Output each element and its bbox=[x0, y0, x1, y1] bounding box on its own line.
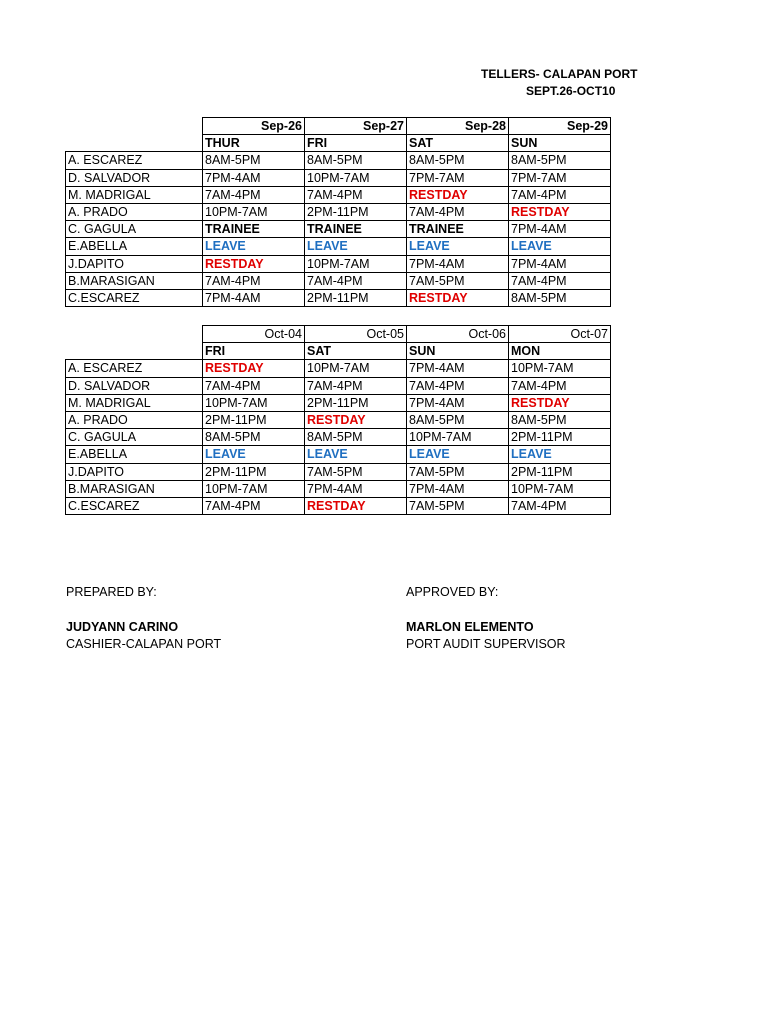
table-row bbox=[66, 463, 611, 480]
prepared-by-title: CASHIER-CALAPAN PORT bbox=[66, 637, 222, 651]
shift-cell: 7AM-5PM bbox=[407, 497, 509, 514]
table-row bbox=[66, 203, 611, 220]
shift-cell: 10PM-7AM bbox=[305, 255, 407, 272]
schedule-table-week2 bbox=[65, 325, 611, 515]
shift-cell: 7AM-4PM bbox=[203, 272, 305, 289]
employee-name: E.ABELLA bbox=[66, 238, 203, 255]
shift-cell: 7AM-4PM bbox=[509, 497, 611, 514]
date-header: Sep-26 bbox=[203, 118, 305, 135]
table-row bbox=[66, 360, 611, 377]
report-title: TELLERS- CALAPAN PORT bbox=[481, 67, 638, 81]
date-header: Sep-27 bbox=[305, 118, 407, 135]
date-header: Sep-29 bbox=[509, 118, 611, 135]
shift-cell: 10PM-7AM bbox=[203, 203, 305, 220]
shift-cell: 7AM-4PM bbox=[509, 377, 611, 394]
shift-cell: 8AM-5PM bbox=[407, 152, 509, 169]
shift-cell: 2PM-11PM bbox=[509, 463, 611, 480]
employee-name: C.ESCAREZ bbox=[66, 289, 203, 306]
shift-cell: 7AM-4PM bbox=[407, 377, 509, 394]
shift-cell: 7PM-4AM bbox=[305, 480, 407, 497]
table-row bbox=[66, 411, 611, 428]
shift-cell: 7AM-4PM bbox=[305, 272, 407, 289]
shift-cell: LEAVE bbox=[305, 238, 407, 255]
shift-cell: LEAVE bbox=[509, 238, 611, 255]
shift-cell: 7AM-4PM bbox=[407, 203, 509, 220]
shift-cell: LEAVE bbox=[407, 446, 509, 463]
date-header: Sep-28 bbox=[407, 118, 509, 135]
employee-name: A. PRADO bbox=[66, 411, 203, 428]
shift-cell: 7PM-4AM bbox=[203, 169, 305, 186]
shift-cell: RESTDAY bbox=[203, 255, 305, 272]
shift-cell: 7PM-4AM bbox=[407, 360, 509, 377]
shift-cell: RESTDAY bbox=[407, 186, 509, 203]
shift-cell: 7AM-4PM bbox=[203, 497, 305, 514]
shift-cell: LEAVE bbox=[305, 446, 407, 463]
shift-cell: 7AM-4PM bbox=[203, 186, 305, 203]
shift-cell: 10PM-7AM bbox=[305, 360, 407, 377]
employee-name: B.MARASIGAN bbox=[66, 272, 203, 289]
shift-cell: RESTDAY bbox=[509, 203, 611, 220]
employee-name: B.MARASIGAN bbox=[66, 480, 203, 497]
prepared-by-name: JUDYANN CARINO bbox=[66, 620, 179, 634]
day-header: FRI bbox=[203, 343, 305, 360]
approved-by-name: MARLON ELEMENTO bbox=[406, 620, 534, 634]
table-row bbox=[66, 272, 611, 289]
shift-cell: 7AM-4PM bbox=[305, 186, 407, 203]
shift-cell: 7PM-4AM bbox=[509, 221, 611, 238]
employee-name: A. ESCAREZ bbox=[66, 360, 203, 377]
day-header: FRI bbox=[305, 135, 407, 152]
shift-cell: 10PM-7AM bbox=[203, 394, 305, 411]
day-header: THUR bbox=[203, 135, 305, 152]
shift-cell: 7PM-4AM bbox=[509, 255, 611, 272]
shift-cell: 7PM-7AM bbox=[509, 169, 611, 186]
shift-cell: 7AM-5PM bbox=[305, 463, 407, 480]
employee-name: C.ESCAREZ bbox=[66, 497, 203, 514]
shift-cell: 7AM-4PM bbox=[509, 186, 611, 203]
date-header: Oct-05 bbox=[305, 326, 407, 343]
shift-cell: 7AM-4PM bbox=[305, 377, 407, 394]
shift-cell: 8AM-5PM bbox=[509, 411, 611, 428]
shift-cell: 7PM-4AM bbox=[407, 394, 509, 411]
employee-name: A. PRADO bbox=[66, 203, 203, 220]
shift-cell: 7PM-4AM bbox=[203, 289, 305, 306]
day-header-row bbox=[66, 343, 611, 360]
employee-name: J.DAPITO bbox=[66, 255, 203, 272]
table-row bbox=[66, 186, 611, 203]
day-header: SAT bbox=[407, 135, 509, 152]
table-row bbox=[66, 255, 611, 272]
report-date-range: SEPT.26-OCT10 bbox=[526, 84, 616, 98]
shift-cell: LEAVE bbox=[203, 446, 305, 463]
approved-by-label: APPROVED BY: bbox=[406, 585, 499, 599]
shift-cell: 2PM-11PM bbox=[203, 463, 305, 480]
shift-cell: 10PM-7AM bbox=[509, 360, 611, 377]
shift-cell: RESTDAY bbox=[509, 394, 611, 411]
employee-name: D. SALVADOR bbox=[66, 377, 203, 394]
table-row bbox=[66, 480, 611, 497]
shift-cell: 8AM-5PM bbox=[305, 152, 407, 169]
shift-cell: 8AM-5PM bbox=[509, 289, 611, 306]
shift-cell: RESTDAY bbox=[305, 497, 407, 514]
shift-cell: 7PM-4AM bbox=[407, 255, 509, 272]
shift-cell: 8AM-5PM bbox=[305, 429, 407, 446]
shift-cell: 10PM-7AM bbox=[203, 480, 305, 497]
table-row bbox=[66, 221, 611, 238]
employee-name: C. GAGULA bbox=[66, 221, 203, 238]
shift-cell: RESTDAY bbox=[203, 360, 305, 377]
table-row bbox=[66, 394, 611, 411]
shift-cell: LEAVE bbox=[203, 238, 305, 255]
shift-cell: 10PM-7AM bbox=[407, 429, 509, 446]
empty-corner-cell bbox=[66, 326, 203, 343]
table-row bbox=[66, 289, 611, 306]
shift-cell: 2PM-11PM bbox=[203, 411, 305, 428]
day-header: SUN bbox=[509, 135, 611, 152]
shift-cell: 8AM-5PM bbox=[509, 152, 611, 169]
employee-name: M. MADRIGAL bbox=[66, 186, 203, 203]
day-header: SAT bbox=[305, 343, 407, 360]
shift-cell: 7AM-4PM bbox=[509, 272, 611, 289]
date-header: Oct-07 bbox=[509, 326, 611, 343]
table-row bbox=[66, 429, 611, 446]
shift-cell: 2PM-11PM bbox=[305, 289, 407, 306]
shift-cell: 10PM-7AM bbox=[509, 480, 611, 497]
table-row bbox=[66, 377, 611, 394]
shift-cell: 8AM-5PM bbox=[203, 152, 305, 169]
shift-cell: 7AM-4PM bbox=[203, 377, 305, 394]
date-header-row bbox=[66, 326, 611, 343]
shift-cell: 2PM-11PM bbox=[305, 203, 407, 220]
date-header: Oct-04 bbox=[203, 326, 305, 343]
shift-cell: TRAINEE bbox=[203, 221, 305, 238]
shift-cell: 7PM-4AM bbox=[407, 480, 509, 497]
table-row bbox=[66, 497, 611, 514]
shift-cell: 7AM-5PM bbox=[407, 272, 509, 289]
employee-name: J.DAPITO bbox=[66, 463, 203, 480]
shift-cell: RESTDAY bbox=[407, 289, 509, 306]
day-header-row bbox=[66, 135, 611, 152]
table-row bbox=[66, 446, 611, 463]
employee-name: E.ABELLA bbox=[66, 446, 203, 463]
date-header-row bbox=[66, 118, 611, 135]
shift-cell: 2PM-11PM bbox=[305, 394, 407, 411]
approved-by-title: PORT AUDIT SUPERVISOR bbox=[406, 637, 566, 651]
shift-cell: LEAVE bbox=[407, 238, 509, 255]
shift-cell: 2PM-11PM bbox=[509, 429, 611, 446]
shift-cell: 7PM-7AM bbox=[407, 169, 509, 186]
table-row bbox=[66, 238, 611, 255]
schedule-table-week1 bbox=[65, 117, 611, 307]
shift-cell: 7AM-5PM bbox=[407, 463, 509, 480]
empty-corner-cell bbox=[66, 343, 203, 360]
shift-cell: 8AM-5PM bbox=[203, 429, 305, 446]
shift-cell: TRAINEE bbox=[407, 221, 509, 238]
employee-name: D. SALVADOR bbox=[66, 169, 203, 186]
employee-name: M. MADRIGAL bbox=[66, 394, 203, 411]
empty-corner-cell bbox=[66, 135, 203, 152]
shift-cell: LEAVE bbox=[509, 446, 611, 463]
shift-cell: 8AM-5PM bbox=[407, 411, 509, 428]
date-header: Oct-06 bbox=[407, 326, 509, 343]
shift-cell: TRAINEE bbox=[305, 221, 407, 238]
shift-cell: RESTDAY bbox=[305, 411, 407, 428]
employee-name: A. ESCAREZ bbox=[66, 152, 203, 169]
empty-corner-cell bbox=[66, 118, 203, 135]
shift-cell: 10PM-7AM bbox=[305, 169, 407, 186]
prepared-by-label: PREPARED BY: bbox=[66, 585, 157, 599]
table-row bbox=[66, 152, 611, 169]
day-header: MON bbox=[509, 343, 611, 360]
employee-name: C. GAGULA bbox=[66, 429, 203, 446]
table-row bbox=[66, 169, 611, 186]
day-header: SUN bbox=[407, 343, 509, 360]
